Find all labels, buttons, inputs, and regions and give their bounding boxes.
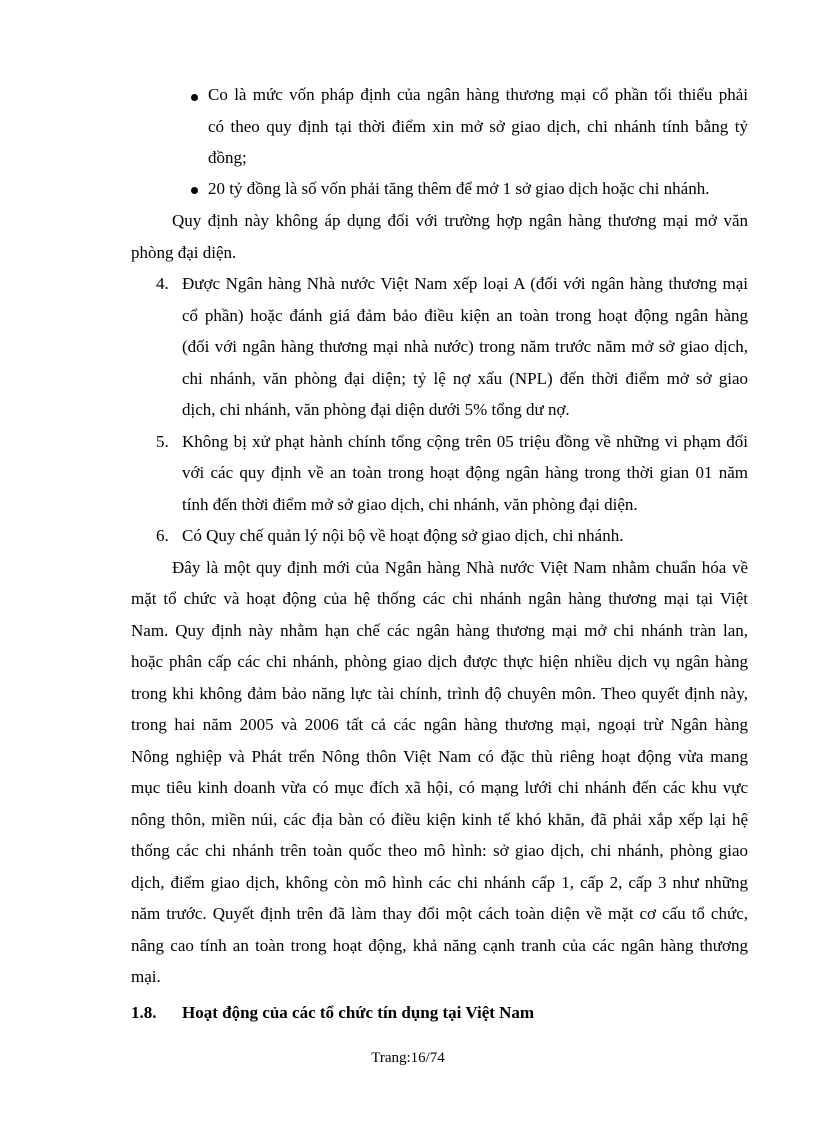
list-item-line: Được Ngân hàng Nhà nước Việt Nam xếp loại A (đối với ngân hàng thương mại: [182, 274, 748, 293]
paragraph-line: hoặc phân cấp các chi nhánh, phòng giao dịch được thực hiện nhiều dịch vụ ngân hàng: [131, 652, 748, 671]
list-number: 4.: [156, 274, 169, 293]
list-number: 5.: [156, 432, 169, 451]
paragraph-line: năm trước. Quyết định trên đã làm thay đổi một cách toàn diện về mặt cơ cấu tổ chức,: [131, 904, 748, 923]
note-line: phòng đại diện.: [131, 243, 237, 262]
list-number: 6.: [156, 526, 169, 545]
list-item-line: Không bị xử phạt hành chính tổng cộng trên 05 triệu đồng về những vi phạm đối: [182, 432, 748, 451]
paragraph-line: trong hai năm 2005 và 2006 tất cả các ngân hàng thương mại, ngoại trừ Ngân hàng: [131, 715, 748, 734]
list-item-line: cổ phần) hoặc đánh giá đảm bảo điều kiện an toàn trong hoạt động ngân hàng: [182, 306, 748, 325]
paragraph-line: thống các chi nhánh trên toàn quốc theo mô hình: sở giao dịch, chi nhánh, phòng giao: [131, 841, 748, 860]
list-item-line: chi nhánh, văn phòng đại diện; tỷ lệ nợ xấu (NPL) đến thời điểm mở sở giao: [182, 369, 748, 388]
list-item-line: với các quy định về an toàn trong hoạt động ngân hàng trong thời gian 01 năm: [182, 463, 748, 482]
bullet-line: Co là mức vốn pháp định của ngân hàng thương mại cổ phần tối thiểu phải: [208, 85, 748, 104]
bullet-icon: [191, 94, 198, 101]
list-item-line: (đối với ngân hàng thương mại nhà nước) trong năm trước năm mở sở giao dịch,: [182, 337, 748, 356]
paragraph-line: Nam. Quy định này nhằm hạn chế các ngân hàng thương mại mở chi nhánh tràn lan,: [131, 621, 748, 640]
paragraph-line: Đây là một quy định mới của Ngân hàng Nhà nước Việt Nam nhằm chuẩn hóa về: [172, 558, 748, 577]
list-item-line: dịch, chi nhánh, văn phòng đại diện dưới 5% tổng dư nợ.: [182, 400, 570, 419]
paragraph-line: mục tiêu kinh doanh vừa có mục đích xã hội, có mạng lưới chi nhánh đến các khu vực: [131, 778, 748, 797]
paragraph-line: nâng cao tính an toàn trong hoạt động, khả năng cạnh tranh của các ngân hàng thương: [131, 936, 748, 955]
paragraph-line: dịch, điểm giao dịch, không còn mô hình các chi nhánh cấp 1, cấp 2, cấp 3 như những: [131, 873, 748, 892]
bullet-line: có theo quy định tại thời điểm xin mở sở giao dịch, chi nhánh tính bằng tỷ: [208, 117, 748, 136]
page-number: Trang:16/74: [371, 1050, 445, 1066]
section-heading: Hoạt động của các tổ chức tín dụng tại Việt Nam: [182, 1003, 535, 1022]
bullet-line: đồng;: [208, 148, 247, 167]
list-item-line: tính đến thời điểm mở sở giao dịch, chi nhánh, văn phòng đại diện.: [182, 495, 638, 514]
paragraph-line: mặt tổ chức và hoạt động của hệ thống các chi nhánh ngân hàng thương mại tại Việt: [131, 589, 748, 608]
list-item-line: Có Quy chế quản lý nội bộ về hoạt động sở giao dịch, chi nhánh.: [182, 526, 624, 545]
section-number: 1.8.: [131, 1003, 157, 1022]
paragraph-line: trong khi không đảm bảo năng lực tài chính, trình độ chuyên môn. Theo quyết định này,: [131, 684, 748, 703]
bullet-line: 20 tỷ đồng là số vốn phải tăng thêm để mở 1 sở giao dịch hoặc chi nhánh.: [208, 179, 710, 198]
paragraph-line: Nông nghiệp và Phát trển Nông thôn Việt Nam có đặc thù riêng hoạt động vừa mang: [131, 747, 748, 766]
note-line: Quy định này không áp dụng đối với trường hợp ngân hàng thương mại mở văn: [172, 211, 748, 230]
paragraph-line: nông thôn, miền núi, các địa bàn có điều kiện kinh tế khó khăn, đã phải xắp xếp lại hệ: [131, 810, 748, 829]
paragraph-line: mại.: [131, 967, 161, 986]
bullet-icon: [191, 187, 198, 194]
